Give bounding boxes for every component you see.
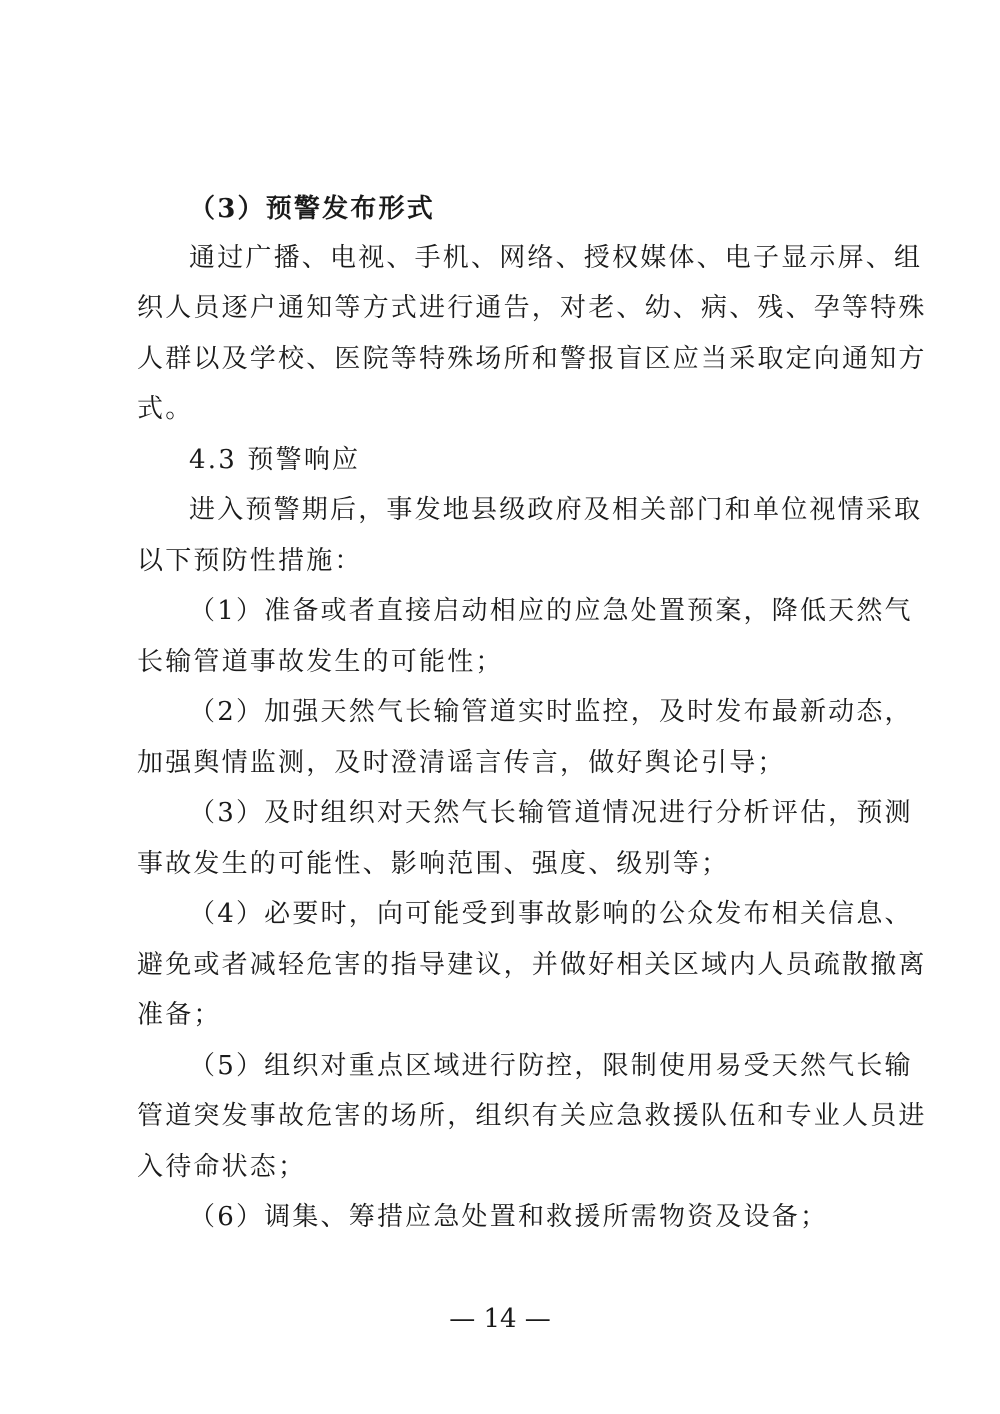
paragraph-line: 织人员逐户通知等方式进行通告，对老、幼、病、残、孕等特殊 — [137, 293, 927, 323]
page-number: — 14 — — [449, 1304, 551, 1334]
paragraph-line: 进入预警期后，事发地县级政府及相关部门和单位视情采取 — [189, 495, 923, 525]
list-item-line: 准备； — [137, 1000, 222, 1030]
list-item-line: 事故发生的可能性、影响范围、强度、级别等； — [137, 849, 730, 879]
list-item-line: 入待命状态； — [137, 1152, 307, 1182]
list-item-line: 加强舆情监测，及时澄清谣言传言，做好舆论引导； — [137, 748, 786, 778]
paragraph-line: 人群以及学校、医院等特殊场所和警报盲区应当采取定向通知方 — [137, 344, 927, 374]
paragraph-line: 通过广播、电视、手机、网络、授权媒体、电子显示屏、组 — [189, 243, 923, 273]
list-item-line: （5）组织对重点区域进行防控，限制使用易受天然气长输 — [189, 1051, 913, 1081]
section-heading: （3）预警发布形式 — [189, 194, 435, 224]
list-item-line: （4）必要时，向可能受到事故影响的公众发布相关信息、 — [189, 899, 913, 929]
list-item-line: （2）加强天然气长输管道实时监控，及时发布最新动态， — [189, 697, 913, 727]
list-item-line: （1）准备或者直接启动相应的应急处置预案，降低天然气 — [189, 596, 913, 626]
paragraph-line: 式。 — [137, 394, 194, 424]
list-item-line: 长输管道事故发生的可能性； — [137, 647, 504, 677]
paragraph-line: 以下预防性措施： — [137, 546, 363, 576]
list-item-line: （3）及时组织对天然气长输管道情况进行分析评估，预测 — [189, 798, 913, 828]
list-item-line: 管道突发事故危害的场所，组织有关应急救援队伍和专业人员进 — [137, 1101, 927, 1131]
list-item-line: （6）调集、筹措应急处置和救援所需物资及设备； — [189, 1202, 829, 1232]
list-item-line: 避免或者减轻危害的指导建议，并做好相关区域内人员疏散撤离 — [137, 950, 927, 980]
section-heading: 4.3 预警响应 — [189, 445, 361, 475]
